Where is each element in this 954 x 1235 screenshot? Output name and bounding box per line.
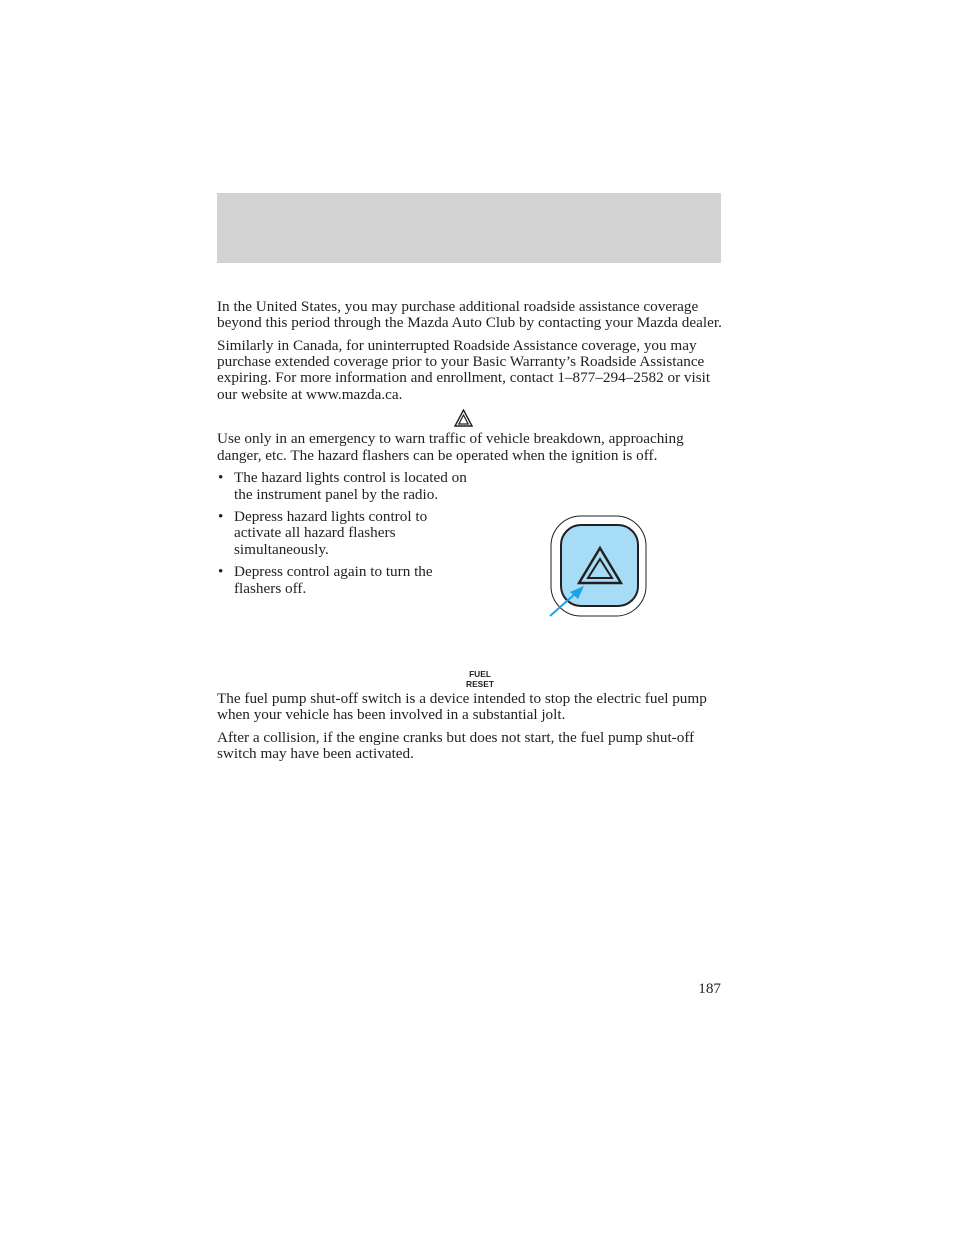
- paragraph-canada-roadside: Similarly in Canada, for uninterrupted Roadside Assistance coverage, you may purchase extended coverage prior to your Basic Warranty’s Roadside Assistance expiring. For more information and enrollment, contact 1–877–294–2582 or visit our website at www.mazda.ca.: [217, 336, 711, 403]
- hazard-heading: [217, 409, 723, 427]
- fuel-reset-line1: FUEL: [469, 669, 491, 679]
- section-header-band: [217, 193, 721, 263]
- hazard-bullet-list: [217, 470, 469, 597]
- hazard-intro: Use only in an emergency to warn traffic of vehicle breakdown, approaching danger, etc. The hazard flashers can be operated when the ignition is off.: [217, 430, 684, 464]
- hazard-triangle-icon: [454, 409, 473, 427]
- list-item: [217, 509, 469, 558]
- paragraph-us-roadside: In the United States, you may purchase additional roadside assistance coverage beyond this period through the Mazda Auto Club by contacting your Mazda dealer.: [217, 298, 722, 332]
- page-number: 187: [698, 980, 721, 997]
- bullet-dot: •: [218, 508, 224, 526]
- list-item: [217, 564, 469, 597]
- bullet-text: Depress hazard lights control to activate all hazard flashers simultaneously.: [234, 508, 428, 558]
- bullet-text: Depress control again to turn the flashers off.: [234, 563, 433, 597]
- fuel-reset-icon: [455, 669, 505, 689]
- bullet-text: The hazard lights control is located on the instrument panel by the radio.: [234, 469, 467, 503]
- bullet-dot: •: [218, 563, 224, 581]
- fuel-pump-after-collision: After a collision, if the engine cranks but does not start, the fuel pump shut-off switch may have been activated.: [217, 728, 695, 763]
- hazard-button-illustration: [548, 515, 650, 624]
- fuel-pump-description: The fuel pump shut-off switch is a device intended to stop the electric fuel pump when your vehicle has been involved in a substantial jolt.: [217, 690, 707, 724]
- fuel-pump-section: [217, 691, 723, 769]
- fuel-reset-line2: RESET: [466, 679, 494, 689]
- list-item: [217, 470, 469, 503]
- bullet-dot: •: [218, 469, 224, 487]
